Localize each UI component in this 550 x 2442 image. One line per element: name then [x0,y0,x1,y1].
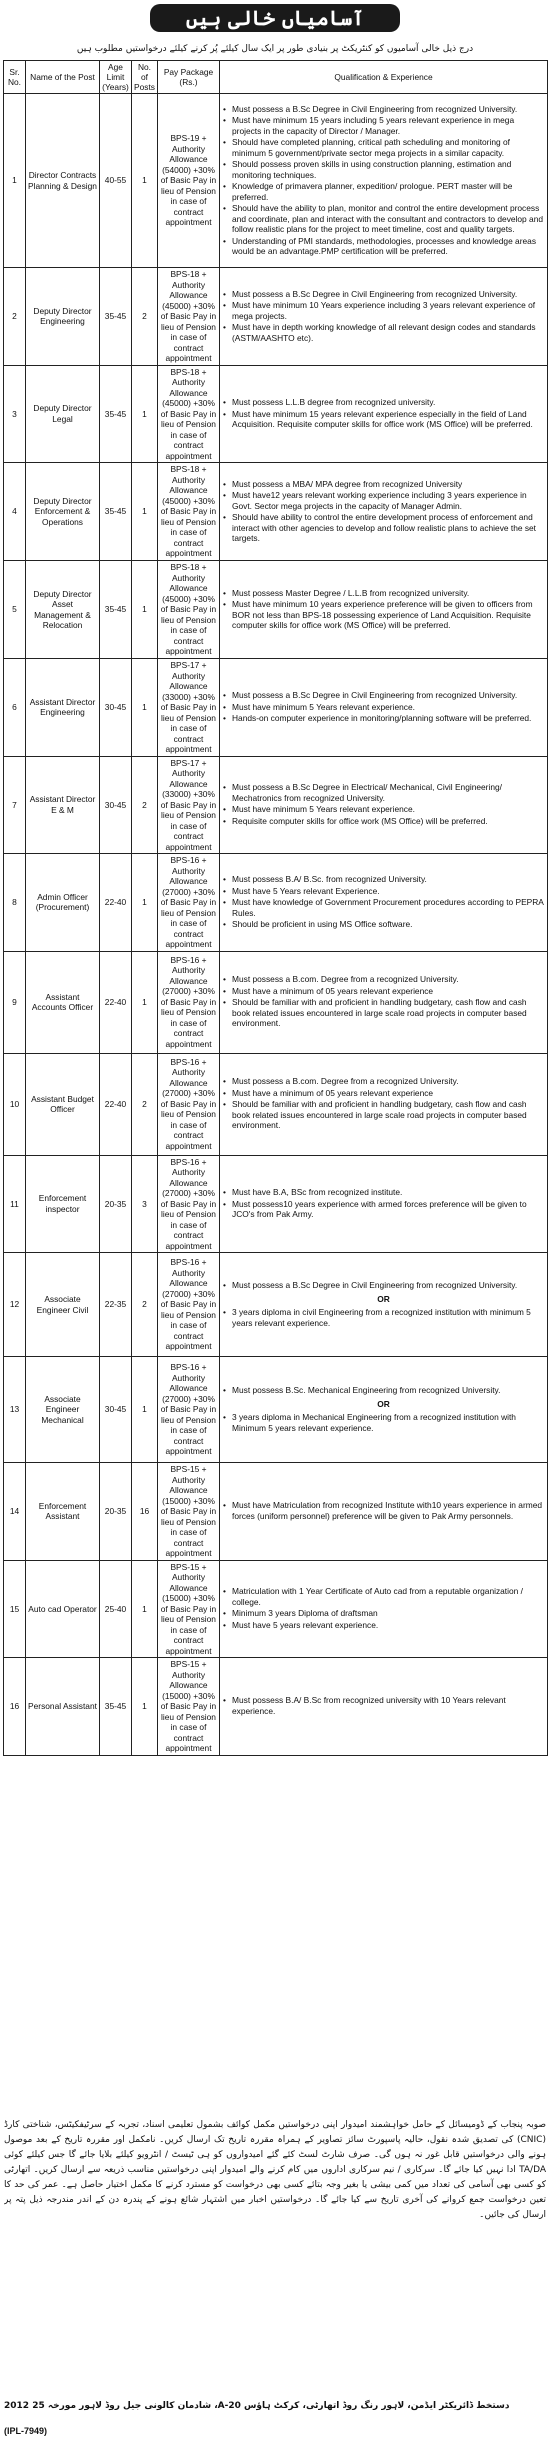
sr-no-cell: 6 [4,659,26,757]
table-row [4,1357,548,1463]
sr-no-cell: 10 [4,1053,26,1155]
qualification-list [222,289,545,344]
qualification-item: • Understanding of PMI standards, methodologies, processes and knowledge areas would be an advantage.PMP certification will be preferred. [222,236,545,257]
pay-package-cell: BPS-19 + Authority Allowance (54000) +30% of Basic Pay in lieu of Pension in case of contract appointment [158,94,220,268]
qualification-item: • Must possess a MBA/ MPA degree from recognized University [222,479,545,490]
sr-no-cell: 7 [4,756,26,854]
qualification-item: • Must possess L.L.B degree from recognized university. [222,397,545,408]
sr-no-cell: 11 [4,1155,26,1253]
header-pay-package: Pay Package (Rs.) [158,61,220,94]
qualification-item: • Hands-on computer experience in monitoring/planning software will be preferred. [222,713,545,724]
post-name-cell: Associate Engineer Mechanical [26,1357,100,1463]
sr-no-cell: 16 [4,1658,26,1756]
age-limit-cell: 30-45 [100,756,132,854]
vacancies-banner: آسامیاں خالی ہیں [150,4,400,32]
qualification-item: • Must possess Master Degree / L.L.B from recognized university. [222,588,545,599]
sr-no-cell: 4 [4,463,26,561]
qualification-list [222,1076,545,1131]
qualification-item: • Must have minimum 10 Years experience including 3 years relevant experience of mega projects. [222,300,545,321]
no-of-posts-cell: 1 [132,659,158,757]
qualification-item: • Must possess a B.com. Degree from a recognized University. [222,1076,545,1087]
qualification-cell [220,659,548,757]
qualification-item: • Must possess B.A/ B.Sc from recognized university with 10 Years relevant experience. [222,1695,545,1716]
qualification-list [222,690,545,724]
post-name-cell: Deputy Director Legal [26,365,100,463]
qualification-item: • Should be proficient in using MS Office software. [222,919,545,930]
sr-no-cell: 15 [4,1560,26,1658]
age-limit-cell: 25-40 [100,1560,132,1658]
post-name-cell: Assistant Director E & M [26,756,100,854]
qualification-item: • Must possess B.A/ B.Sc. from recognized University. [222,874,545,885]
header-post-name: Name of the Post [26,61,100,94]
qualification-list [222,974,545,1029]
qualification-item: • Must have B.A, BSc from recognized institute. [222,1187,545,1198]
qualification-item: • Must have minimum 10 years experience preference will be given to officers from BOR not less than BPS-18 possessing experience of Land Acquisition. Requisite computer skills for office work (MS Office) will be preferred. [222,599,545,631]
age-limit-cell: 35-45 [100,1658,132,1756]
post-name-cell: Deputy Director Enforcement & Operations [26,463,100,561]
age-limit-cell: 35-45 [100,365,132,463]
table-row [4,1560,548,1658]
qualification-item: • 3 years diploma in Mechanical Engineering from a recognized institution with Minimum 5 years relevant experience. [222,1412,545,1433]
qualification-list [222,588,545,631]
post-name-cell: Director Contracts Planning & Design [26,94,100,268]
table-row [4,1658,548,1756]
qualification-item: • Should have completed planning, critical path scheduling and monitoring of minimum 5 government/private sector mega projects in a similar capacity. [222,137,545,158]
sr-no-cell: 2 [4,268,26,366]
qualification-item: • Must possess a B.Sc Degree in Electrical/ Mechanical, Civil Engineering/ Mechatronics from recognized University. [222,782,545,803]
header-qualification: Qualification & Experience [220,61,548,94]
table-row [4,94,548,268]
qualification-item: • Should have ability to control the entire development process of enforcement and interact with other agencies to develop and follow realistic plans to achieve the set targets. [222,512,545,544]
pay-package-cell: BPS-17 + Authority Allowance (33000) +30% of Basic Pay in lieu of Pension in case of contract appointment [158,659,220,757]
qualification-item: • Requisite computer skills for office work (MS Office) will be preferred. [222,816,545,827]
qualification-item: • Must have minimum 15 years including 5 years relevant experience in mega projects in the capacity of Director / Manager. [222,115,545,136]
no-of-posts-cell: 2 [132,1253,158,1357]
table-row [4,1053,548,1155]
qualification-cell [220,268,548,366]
qualification-cell [220,1463,548,1561]
qualification-list [222,874,545,930]
qualification-item: • Must have Matriculation from recognized Institute with10 years experience in armed forces (uniform personnel) preference will be given to Pak Army personnels. [222,1500,545,1521]
qualification-list [222,1500,545,1521]
qualification-item: • 3 years diploma in civil Engineering from a recognized institution with minimum 5 years relevant experience. [222,1307,545,1328]
post-name-cell: Personal Assistant [26,1658,100,1756]
header-no-of-posts: No. of Posts [132,61,158,94]
table-row [4,365,548,463]
post-name-cell: Enforcement inspector [26,1155,100,1253]
qualification-cell [220,1053,548,1155]
qualification-cell [220,365,548,463]
sr-no-cell: 1 [4,94,26,268]
table-row [4,1253,548,1357]
table-row [4,756,548,854]
qualification-cell [220,1560,548,1658]
qualification-cell [220,94,548,268]
table-row [4,268,548,366]
no-of-posts-cell: 1 [132,463,158,561]
no-of-posts-cell: 3 [132,1155,158,1253]
qualification-item: • Must have in depth working knowledge of all relevant design codes and standards (ASTM/AASHTO etc). [222,322,545,343]
table-body [4,94,548,1756]
sr-no-cell: 14 [4,1463,26,1561]
qualification-cell [220,756,548,854]
footer-instructions: صوبہ پنجاب کے ڈومیسائل کے حامل خواہشمند امیدوار اپنی درخواستیں مکمل کوائف بشمول تعلیمی اسناد، تجربہ کے سرٹیفکیٹس، شناختی کارڈ (CNIC) کی تصدیق شدہ نقول، حالیہ پاسپورٹ سائز تصاویر کے ہمراہ مقررہ تاریخ تک ارسال کریں۔ نامکمل اور مقررہ تاریخ کے بعد موصول ہونے والی درخواستیں قابل غور نہ ہوں گی۔ صرف شارٹ لسٹ کئے گئے امیدواروں کو ہی ٹیسٹ / انٹرویو کیلئے بلایا جائے گا جس کیلئے کوئی TA/DA ادا نہیں کیا جائے گا۔ سرکاری / نیم سرکاری اداروں میں کام کرنے والے امیدوار اپنی درخواستیں مناسب ذریعہ سے ارسال کریں۔ اتھارٹی کو کسی بھی آسامی کی تعداد میں کمی بیشی یا بغیر وجہ بتائے کسی بھی درخواست کو مسترد کرنے کا مکمل اختیار حاصل ہے۔ عمر کی حد کا تعین درخواست جمع کروانے کی آخری تاریخ سے کیا جائے گا۔ درخواستیں اخبار میں اشتہار شائع ہونے کے پندرہ دن کے اندر مندرجہ ذیل پتہ پر ارسال کی جائیں۔ [4,2120,546,2220]
pay-package-cell: BPS-15 + Authority Allowance (15000) +30% of Basic Pay in lieu of Pension in case of contract appointment [158,1658,220,1756]
qualification-cell [220,854,548,952]
pay-package-cell: BPS-18 + Authority Allowance (45000) +30% of Basic Pay in lieu of Pension in case of contract appointment [158,365,220,463]
age-limit-cell: 30-45 [100,659,132,757]
table-row [4,463,548,561]
pay-package-cell: BPS-18 + Authority Allowance (45000) +30% of Basic Pay in lieu of Pension in case of contract appointment [158,561,220,659]
age-limit-cell: 22-40 [100,854,132,952]
qualification-cell [220,1155,548,1253]
qualification-item: • Must possess a B.Sc Degree in Civil Engineering from recognized University. [222,690,545,701]
qualification-item: • Must have12 years relevant working experience including 3 years experience in Govt. Sector mega projects in the capacity of Manager Admin. [222,490,545,511]
qualification-item: • Must have 5 years relevant experience. [222,1620,545,1631]
pay-package-cell: BPS-16 + Authority Allowance (27000) +30% of Basic Pay in lieu of Pension in case of contract appointment [158,1155,220,1253]
qualification-item: • Must have minimum 5 Years relevant experience. [222,804,545,815]
qualification-list [222,104,545,257]
no-of-posts-cell: 1 [132,561,158,659]
pay-package-cell: BPS-18 + Authority Allowance (45000) +30% of Basic Pay in lieu of Pension in case of contract appointment [158,268,220,366]
qualification-item: • Must have knowledge of Government Procurement procedures according to PEPRA Rules. [222,897,545,918]
qualification-list [222,479,545,544]
age-limit-cell: 20-35 [100,1155,132,1253]
table-row [4,561,548,659]
qualification-item: • Must possess B.Sc. Mechanical Engineering from recognized University. [222,1385,545,1396]
qualification-list [222,1695,545,1716]
qualification-item: • Should have the ability to plan, monitor and control the entire development process and coordinate, plan and interact with the consultant and contractors to develop and follow realistic plans for the project to meet timeline, cost and quality targets. [222,203,545,235]
qualification-cell [220,1253,548,1357]
qualification-item: • Knowledge of primavera planner, expedition/ prologue. PERT master will be preferred. [222,181,545,202]
sr-no-cell: 5 [4,561,26,659]
pay-package-cell: BPS-17 + Authority Allowance (33000) +30% of Basic Pay in lieu of Pension in case of contract appointment [158,756,220,854]
qualification-cell [220,1357,548,1463]
qualification-cell [220,561,548,659]
sr-no-cell: 13 [4,1357,26,1463]
table-row [4,854,548,952]
post-name-cell: Admin Officer (Procurement) [26,854,100,952]
intro-text: درج ذیل خالی آسامیوں کو کنٹریکٹ پر بنیادی طور پر ایک سال کیلئے پُر کرنے کیلئے درخواستیں مطلوب ہیں [76,44,474,54]
signature-line: دستخط ڈائریکٹر ایڈمن، لاہور رنگ روڈ اتھارٹی، کرکٹ ہاؤس A-20، شادمان کالونی جیل روڈ لاہور مورخہ 25 2012 [4,2401,510,2411]
qualification-item: • Must possess a B.Sc Degree in Civil Engineering from recognized University. [222,104,545,115]
qualification-cell [220,463,548,561]
post-name-cell: Assistant Director Engineering [26,659,100,757]
qualification-item: • Must have 5 Years relevant Experience. [222,886,545,897]
qualification-item: • Must possess a B.Sc Degree in Civil Engineering from recognized University. [222,289,545,300]
post-name-cell: Assistant Accounts Officer [26,951,100,1053]
pay-package-cell: BPS-15 + Authority Allowance (15000) +30% of Basic Pay in lieu of Pension in case of contract appointment [158,1560,220,1658]
qualification-item: • Should possess proven skills in using construction planning, estimation and monitoring techniques. [222,159,545,180]
age-limit-cell: 22-40 [100,1053,132,1155]
age-limit-cell: 20-35 [100,1463,132,1561]
qualification-list [222,397,545,430]
age-limit-cell: 35-45 [100,268,132,366]
no-of-posts-cell: 2 [132,268,158,366]
pay-package-cell: BPS-16 + Authority Allowance (27000) +30% of Basic Pay in lieu of Pension in case of contract appointment [158,1253,220,1357]
post-name-cell: Assistant Budget Officer [26,1053,100,1155]
qualification-item: • Must have minimum 5 Years relevant experience. [222,702,545,713]
post-name-cell: Deputy Director Asset Management & Relocation [26,561,100,659]
age-limit-cell: 40-55 [100,94,132,268]
ipl-code: (IPL-7949) [4,2426,48,2436]
qualification-list [222,1307,545,1328]
table-row [4,1463,548,1561]
no-of-posts-cell: 2 [132,756,158,854]
qualification-list [222,1412,545,1433]
age-limit-cell: 30-45 [100,1357,132,1463]
qualification-item: • Minimum 3 years Diploma of draftsman [222,1608,545,1619]
vacancies-table [3,60,548,1756]
qualification-item: • Must have a minimum of 05 years relevant experience [222,1088,545,1099]
qualification-item: • Matriculation with 1 Year Certificate of Auto cad from a reputable organization / college. [222,1586,545,1607]
no-of-posts-cell: 1 [132,1357,158,1463]
or-separator: OR [377,1293,390,1304]
age-limit-cell: 35-45 [100,561,132,659]
table-row [4,659,548,757]
no-of-posts-cell: 1 [132,1560,158,1658]
sr-no-cell: 9 [4,951,26,1053]
pay-package-cell: BPS-16 + Authority Allowance (27000) +30% of Basic Pay in lieu of Pension in case of contract appointment [158,854,220,952]
qualification-list [222,1586,545,1630]
age-limit-cell: 22-35 [100,1253,132,1357]
qualification-item: • Must have a minimum of 05 years relevant experience [222,986,545,997]
qualification-cell [220,951,548,1053]
sr-no-cell: 8 [4,854,26,952]
no-of-posts-cell: 16 [132,1463,158,1561]
qualification-item: • Must possess a B.com. Degree from a recognized University. [222,974,545,985]
no-of-posts-cell: 1 [132,94,158,268]
qualification-list [222,1385,545,1396]
header-sr-no: Sr. No. [4,61,26,94]
age-limit-cell: 22-40 [100,951,132,1053]
pay-package-cell: BPS-18 + Authority Allowance (45000) +30% of Basic Pay in lieu of Pension in case of contract appointment [158,463,220,561]
qualification-list [222,1187,545,1220]
sr-no-cell: 12 [4,1253,26,1357]
age-limit-cell: 35-45 [100,463,132,561]
qualification-list [222,1280,545,1291]
pay-package-cell: BPS-16 + Authority Allowance (27000) +30% of Basic Pay in lieu of Pension in case of contract appointment [158,1357,220,1463]
qualification-item: • Must possess a B.Sc Degree in Civil Engineering from recognized University. [222,1280,545,1291]
qualification-item: • Must possess10 years experience with armed forces preference will be given to JCO's from Pak Army. [222,1199,545,1220]
header-age-limit: Age Limit (Years) [100,61,132,94]
table-row [4,1155,548,1253]
pay-package-cell: BPS-16 + Authority Allowance (27000) +30% of Basic Pay in lieu of Pension in case of contract appointment [158,951,220,1053]
post-name-cell: Enforcement Assistant [26,1463,100,1561]
no-of-posts-cell: 1 [132,365,158,463]
qualification-item: • Should be familiar with and proficient in handling budgetary, cash flow and cash book related issues encountered in large scale road projects in computer based environment. [222,1099,545,1131]
post-name-cell: Associate Engineer Civil [26,1253,100,1357]
no-of-posts-cell: 1 [132,1658,158,1756]
sr-no-cell: 3 [4,365,26,463]
no-of-posts-cell: 1 [132,854,158,952]
table-header [4,61,548,94]
post-name-cell: Deputy Director Engineering [26,268,100,366]
qualification-item: • Must have minimum 15 years relevant experience especially in the field of Land Acquisition. Requisite computer skills for office work (MS Office) will be preferred. [222,409,545,430]
or-separator: OR [377,1398,390,1409]
post-name-cell: Auto cad Operator [26,1560,100,1658]
qualification-cell [220,1658,548,1756]
no-of-posts-cell: 2 [132,1053,158,1155]
pay-package-cell: BPS-16 + Authority Allowance (27000) +30% of Basic Pay in lieu of Pension in case of contract appointment [158,1053,220,1155]
qualification-list [222,782,545,826]
pay-package-cell: BPS-15 + Authority Allowance (15000) +30% of Basic Pay in lieu of Pension in case of contract appointment [158,1463,220,1561]
qualification-item: • Should be familiar with and proficient in handling budgetary, cash flow and cash book related issues encountered in large scale road projects in computer based environment. [222,997,545,1029]
no-of-posts-cell: 1 [132,951,158,1053]
table-row [4,951,548,1053]
